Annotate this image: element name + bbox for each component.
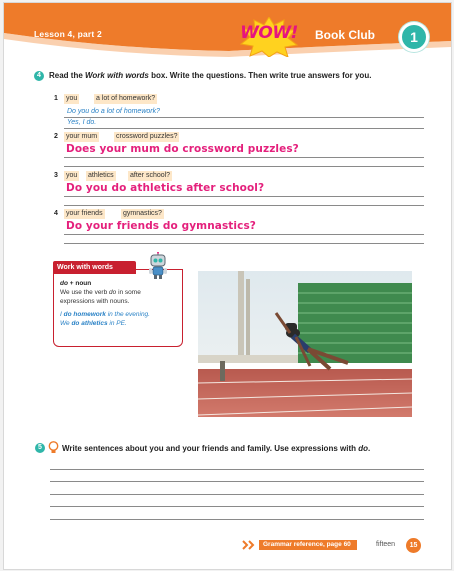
exercise-5-number: 5	[35, 443, 45, 453]
item-4-prompt: your friends	[66, 210, 103, 217]
work-with-words-title: Work with words	[53, 261, 136, 274]
item-1-number: 1	[54, 95, 58, 102]
item-2-prompt: crossword puzzles?	[116, 133, 178, 140]
ww-example-2: We do athletics in PE.	[60, 320, 127, 327]
item-2-number: 2	[54, 133, 58, 140]
item-1-model-question: Do you do a lot of homework?	[67, 108, 160, 115]
page-number-word: fifteen	[376, 541, 396, 548]
wow-logo	[240, 17, 298, 57]
unit-number-badge: 1	[399, 22, 429, 52]
item-3-prompt: after school?	[130, 172, 171, 179]
answer-line	[64, 196, 424, 197]
exercise-4-number: 4	[34, 71, 44, 81]
answer-line	[50, 494, 424, 495]
page-number-badge: 15	[406, 538, 421, 553]
item-2-prompt: your mum	[66, 133, 98, 140]
answer-line	[64, 243, 424, 244]
ww-rule-line1: We use the verb do in some	[60, 289, 141, 296]
answer-line	[64, 128, 424, 129]
answer-line	[64, 157, 424, 158]
item-4-prompt: gymnastics?	[123, 210, 162, 217]
robot-mascot-icon	[146, 252, 170, 280]
item-2-answer: Does your mum do crossword puzzles?	[66, 143, 299, 155]
answer-line	[50, 519, 424, 520]
stadium-photo-image	[198, 271, 412, 417]
ww-rule-line2: expressions with nouns.	[60, 298, 130, 305]
answer-line	[50, 481, 424, 482]
workbook-page	[3, 2, 452, 570]
answer-line	[64, 117, 424, 118]
item-3-prompt: athletics	[88, 172, 114, 179]
item-3-prompt: you	[66, 172, 78, 179]
item-4-answer: Do your friends do gymnastics?	[66, 220, 256, 232]
page-header	[4, 3, 451, 51]
answer-line	[64, 166, 424, 167]
grammar-reference-link[interactable]: Grammar reference, page 60	[259, 540, 357, 550]
double-chevron-icon	[242, 540, 258, 550]
athletics-photo	[198, 271, 412, 417]
item-3-number: 3	[54, 172, 58, 179]
lesson-label: Lesson 4, part 2	[34, 29, 102, 39]
exercise-5-instruction: Write sentences about you and your friends and family. Use expressions with do.	[62, 444, 371, 453]
item-4-number: 4	[54, 210, 58, 217]
wow-logo-text: WOW!	[240, 23, 298, 43]
ww-heading: do + noun	[60, 280, 92, 287]
section-title: Book Club	[315, 28, 375, 42]
answer-line	[64, 205, 424, 206]
ww-example-1: I do homework in the evening.	[60, 311, 150, 318]
item-1-prompt: you	[66, 95, 78, 102]
item-3-answer: Do you do athletics after school?	[66, 182, 265, 194]
answer-line	[50, 506, 424, 507]
lightbulb-icon	[48, 441, 59, 454]
exercise-4-instruction: Read the Work with words box. Write the questions. Then write true answers for you.	[49, 71, 372, 80]
item-1-model-answer: Yes, I do.	[67, 119, 97, 126]
answer-line	[64, 234, 424, 235]
answer-line	[50, 469, 424, 470]
item-1-prompt: a lot of homework?	[96, 95, 156, 102]
